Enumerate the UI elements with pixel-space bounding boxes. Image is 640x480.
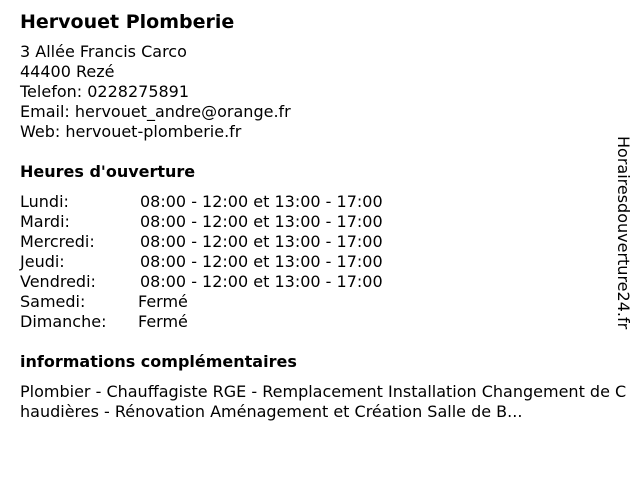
hours-time: Fermé bbox=[138, 292, 188, 311]
phone-link[interactable]: 0228275891 bbox=[87, 82, 190, 101]
web-label: Web: bbox=[20, 122, 61, 141]
web-link[interactable]: hervouet-plomberie.fr bbox=[65, 122, 242, 141]
site-watermark: Horairesdouverture24.fr bbox=[614, 136, 633, 330]
web-row bbox=[20, 122, 620, 142]
email-label: Email: bbox=[20, 102, 70, 121]
hours-time: 08:00 - 12:00 et 13:00 - 17:00 bbox=[140, 232, 383, 251]
additional-info-heading: informations complémentaires bbox=[20, 352, 297, 371]
hours-day: Jeudi: bbox=[20, 252, 65, 271]
phone-row bbox=[20, 82, 620, 102]
hours-row-mercredi bbox=[20, 232, 620, 252]
hours-row-mardi bbox=[20, 212, 620, 232]
address-line-street: 3 Allée Francis Carco bbox=[20, 42, 187, 61]
email-link[interactable]: hervouet_andre@orange.fr bbox=[74, 102, 291, 121]
hours-row-jeudi bbox=[20, 252, 620, 272]
additional-info-text: Plombier - Chauffagiste RGE - Remplacement Installation Changement de Chaudières - Rénovation Aménagement et Création Salle de B... bbox=[20, 382, 627, 421]
opening-hours-table bbox=[20, 192, 620, 332]
hours-time: 08:00 - 12:00 et 13:00 - 17:00 bbox=[140, 252, 383, 271]
hours-time: 08:00 - 12:00 et 13:00 - 17:00 bbox=[140, 272, 383, 291]
phone-label: Telefon: bbox=[20, 82, 83, 101]
hours-row-samedi bbox=[20, 292, 620, 312]
hours-day: Mardi: bbox=[20, 212, 70, 231]
address-line-city: 44400 Rezé bbox=[20, 62, 115, 81]
hours-time: Fermé bbox=[138, 312, 188, 331]
hours-row-lundi bbox=[20, 192, 620, 212]
opening-hours-heading: Heures d'ouverture bbox=[20, 162, 196, 181]
email-row bbox=[20, 102, 620, 122]
hours-day: Dimanche: bbox=[20, 312, 107, 331]
hours-day: Samedi: bbox=[20, 292, 86, 311]
hours-time: 08:00 - 12:00 et 13:00 - 17:00 bbox=[140, 212, 383, 231]
hours-day: Mercredi: bbox=[20, 232, 95, 251]
hours-day: Vendredi: bbox=[20, 272, 96, 291]
hours-row-vendredi bbox=[20, 272, 620, 292]
hours-row-dimanche bbox=[20, 312, 620, 332]
business-name: Hervouet Plomberie bbox=[20, 11, 235, 33]
hours-day: Lundi: bbox=[20, 192, 69, 211]
hours-time: 08:00 - 12:00 et 13:00 - 17:00 bbox=[140, 192, 383, 211]
